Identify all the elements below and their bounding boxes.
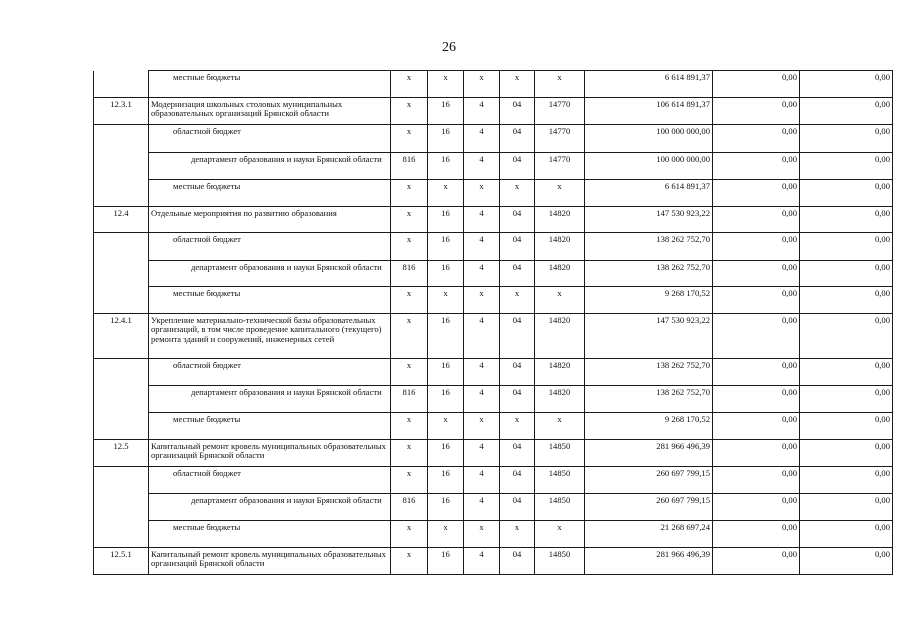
table-row	[94, 359, 893, 386]
pgp-code: 4	[464, 153, 500, 180]
om-code: 04	[500, 261, 535, 287]
pgp-code: х	[464, 521, 500, 548]
grbs-code: х	[391, 359, 428, 386]
amount-year-1: 260 697 799,15	[585, 467, 713, 494]
pgp-code: 4	[464, 98, 500, 125]
table-row	[94, 413, 893, 440]
direction-code: 14820	[535, 207, 585, 233]
om-code: х	[500, 287, 535, 314]
amount-year-3: 0,00	[800, 386, 893, 413]
amount-year-3: 0,00	[800, 413, 893, 440]
pgp-code: 4	[464, 261, 500, 287]
grbs-code: 816	[391, 153, 428, 180]
amount-year-1: 6 614 891,37	[585, 71, 713, 98]
gp-code: 16	[428, 494, 464, 521]
row-name: областной бюджет	[149, 125, 391, 153]
grbs-code: х	[391, 548, 428, 575]
amount-year-3: 0,00	[800, 440, 893, 467]
amount-year-2: 0,00	[713, 287, 800, 314]
table-row	[94, 521, 893, 548]
gp-code: 16	[428, 548, 464, 575]
gp-code: 16	[428, 261, 464, 287]
gp-code: 16	[428, 386, 464, 413]
gp-code: 16	[428, 233, 464, 261]
row-number	[94, 71, 149, 98]
amount-year-3: 0,00	[800, 521, 893, 548]
row-number	[94, 261, 149, 287]
amount-year-3: 0,00	[800, 314, 893, 359]
row-number	[94, 386, 149, 413]
om-code: 04	[500, 153, 535, 180]
direction-code: 14770	[535, 98, 585, 125]
amount-year-3: 0,00	[800, 98, 893, 125]
pgp-code: 4	[464, 548, 500, 575]
gp-code: 16	[428, 125, 464, 153]
amount-year-1: 138 262 752,70	[585, 261, 713, 287]
grbs-code: х	[391, 467, 428, 494]
table-row	[94, 548, 893, 575]
amount-year-1: 9 268 170,52	[585, 287, 713, 314]
table-row	[94, 71, 893, 98]
amount-year-2: 0,00	[713, 467, 800, 494]
grbs-code: х	[391, 521, 428, 548]
amount-year-3: 0,00	[800, 207, 893, 233]
row-number	[94, 153, 149, 180]
amount-year-1: 138 262 752,70	[585, 233, 713, 261]
amount-year-2: 0,00	[713, 98, 800, 125]
grbs-code: х	[391, 207, 428, 233]
table-row	[94, 233, 893, 261]
amount-year-3: 0,00	[800, 494, 893, 521]
om-code: 04	[500, 548, 535, 575]
budget-table	[93, 70, 893, 575]
direction-code: 14850	[535, 467, 585, 494]
om-code: 04	[500, 440, 535, 467]
gp-code: х	[428, 71, 464, 98]
om-code: х	[500, 521, 535, 548]
om-code: 04	[500, 359, 535, 386]
amount-year-2: 0,00	[713, 71, 800, 98]
amount-year-2: 0,00	[713, 180, 800, 207]
row-name: местные бюджеты	[149, 287, 391, 314]
om-code: 04	[500, 207, 535, 233]
row-number	[94, 413, 149, 440]
table-row	[94, 153, 893, 180]
page-number: 26	[442, 40, 456, 55]
amount-year-2: 0,00	[713, 440, 800, 467]
pgp-code: 4	[464, 467, 500, 494]
amount-year-1: 281 966 496,39	[585, 440, 713, 467]
budget-table-body	[94, 71, 893, 575]
pgp-code: х	[464, 71, 500, 98]
gp-code: 16	[428, 98, 464, 125]
amount-year-3: 0,00	[800, 71, 893, 98]
direction-code: 14820	[535, 261, 585, 287]
gp-code: 16	[428, 467, 464, 494]
direction-code: 14850	[535, 494, 585, 521]
amount-year-2: 0,00	[713, 233, 800, 261]
gp-code: х	[428, 287, 464, 314]
amount-year-3: 0,00	[800, 180, 893, 207]
om-code: х	[500, 413, 535, 440]
row-name: департамент образования и науки Брянской области	[149, 494, 391, 521]
row-number: 12.5.1	[94, 548, 149, 575]
direction-code: 14820	[535, 233, 585, 261]
amount-year-3: 0,00	[800, 153, 893, 180]
grbs-code: х	[391, 287, 428, 314]
row-name: местные бюджеты	[149, 71, 391, 98]
row-name: департамент образования и науки Брянской области	[149, 153, 391, 180]
amount-year-1: 147 530 923,22	[585, 314, 713, 359]
gp-code: 16	[428, 359, 464, 386]
om-code: 04	[500, 98, 535, 125]
amount-year-2: 0,00	[713, 359, 800, 386]
grbs-code: 816	[391, 386, 428, 413]
pgp-code: х	[464, 180, 500, 207]
om-code: 04	[500, 125, 535, 153]
amount-year-3: 0,00	[800, 125, 893, 153]
amount-year-2: 0,00	[713, 153, 800, 180]
amount-year-1: 281 966 496,39	[585, 548, 713, 575]
direction-code: х	[535, 71, 585, 98]
amount-year-1: 100 000 000,00	[585, 125, 713, 153]
grbs-code: х	[391, 440, 428, 467]
pgp-code: 4	[464, 125, 500, 153]
row-number: 12.5	[94, 440, 149, 467]
pgp-code: 4	[464, 359, 500, 386]
amount-year-1: 6 614 891,37	[585, 180, 713, 207]
amount-year-2: 0,00	[713, 548, 800, 575]
pgp-code: 4	[464, 314, 500, 359]
grbs-code: х	[391, 98, 428, 125]
row-name: Отдельные мероприятия по развитию образования	[149, 207, 391, 233]
amount-year-1: 100 000 000,00	[585, 153, 713, 180]
gp-code: 16	[428, 153, 464, 180]
amount-year-1: 138 262 752,70	[585, 386, 713, 413]
amount-year-3: 0,00	[800, 467, 893, 494]
amount-year-3: 0,00	[800, 548, 893, 575]
amount-year-3: 0,00	[800, 233, 893, 261]
row-number: 12.4.1	[94, 314, 149, 359]
gp-code: 16	[428, 207, 464, 233]
grbs-code: 816	[391, 261, 428, 287]
amount-year-2: 0,00	[713, 386, 800, 413]
direction-code: 14850	[535, 548, 585, 575]
om-code: х	[500, 180, 535, 207]
direction-code: 14820	[535, 386, 585, 413]
row-name: департамент образования и науки Брянской области	[149, 386, 391, 413]
row-number	[94, 521, 149, 548]
amount-year-3: 0,00	[800, 359, 893, 386]
pgp-code: 4	[464, 386, 500, 413]
om-code: 04	[500, 467, 535, 494]
direction-code: х	[535, 287, 585, 314]
amount-year-2: 0,00	[713, 207, 800, 233]
gp-code: 16	[428, 440, 464, 467]
direction-code: 14770	[535, 125, 585, 153]
row-name: областной бюджет	[149, 233, 391, 261]
grbs-code: 816	[391, 494, 428, 521]
amount-year-2: 0,00	[713, 494, 800, 521]
row-name: местные бюджеты	[149, 521, 391, 548]
table-row	[94, 98, 893, 125]
row-number	[94, 359, 149, 386]
amount-year-3: 0,00	[800, 287, 893, 314]
amount-year-2: 0,00	[713, 125, 800, 153]
om-code: х	[500, 71, 535, 98]
table-row	[94, 180, 893, 207]
amount-year-2: 0,00	[713, 314, 800, 359]
amount-year-3: 0,00	[800, 261, 893, 287]
gp-code: х	[428, 521, 464, 548]
row-number	[94, 287, 149, 314]
amount-year-1: 260 697 799,15	[585, 494, 713, 521]
row-number	[94, 467, 149, 494]
table-row	[94, 207, 893, 233]
grbs-code: х	[391, 314, 428, 359]
row-number	[94, 125, 149, 153]
row-name: областной бюджет	[149, 467, 391, 494]
table-row	[94, 125, 893, 153]
pgp-code: х	[464, 287, 500, 314]
amount-year-1: 106 614 891,37	[585, 98, 713, 125]
grbs-code: х	[391, 413, 428, 440]
om-code: 04	[500, 314, 535, 359]
table-row	[94, 440, 893, 467]
grbs-code: х	[391, 71, 428, 98]
row-number	[94, 180, 149, 207]
table-row	[94, 261, 893, 287]
amount-year-1: 9 268 170,52	[585, 413, 713, 440]
grbs-code: х	[391, 180, 428, 207]
gp-code: 16	[428, 314, 464, 359]
table-row	[94, 494, 893, 521]
amount-year-2: 0,00	[713, 521, 800, 548]
direction-code: 14850	[535, 440, 585, 467]
row-name: областной бюджет	[149, 359, 391, 386]
row-number: 12.3.1	[94, 98, 149, 125]
row-name: местные бюджеты	[149, 180, 391, 207]
direction-code: 14770	[535, 153, 585, 180]
pgp-code: х	[464, 413, 500, 440]
pgp-code: 4	[464, 494, 500, 521]
pgp-code: 4	[464, 207, 500, 233]
row-name: Капитальный ремонт кровель муниципальных образовательных организаций Брянской области	[149, 548, 391, 575]
om-code: 04	[500, 233, 535, 261]
om-code: 04	[500, 386, 535, 413]
direction-code: 14820	[535, 314, 585, 359]
row-name: местные бюджеты	[149, 413, 391, 440]
row-number: 12.4	[94, 207, 149, 233]
gp-code: х	[428, 413, 464, 440]
gp-code: х	[428, 180, 464, 207]
direction-code: 14820	[535, 359, 585, 386]
row-name: Модернизация школьных столовых муниципальных образовательных организаций Брянской области	[149, 98, 391, 125]
om-code: 04	[500, 494, 535, 521]
amount-year-1: 147 530 923,22	[585, 207, 713, 233]
grbs-code: х	[391, 233, 428, 261]
table-row	[94, 287, 893, 314]
row-number	[94, 233, 149, 261]
amount-year-1: 21 268 697,24	[585, 521, 713, 548]
direction-code: х	[535, 521, 585, 548]
direction-code: х	[535, 180, 585, 207]
row-number	[94, 494, 149, 521]
row-name: Капитальный ремонт кровель муниципальных образовательных организаций Брянской области	[149, 440, 391, 467]
table-row	[94, 386, 893, 413]
row-name: департамент образования и науки Брянской области	[149, 261, 391, 287]
row-name: Укрепление материально-технической базы образовательных организаций, в том числе проведение капитального (текущего) ремонта зданий и сооружений, инженерных сетей	[149, 314, 391, 359]
direction-code: х	[535, 413, 585, 440]
pgp-code: 4	[464, 233, 500, 261]
table-row	[94, 467, 893, 494]
amount-year-1: 138 262 752,70	[585, 359, 713, 386]
amount-year-2: 0,00	[713, 413, 800, 440]
grbs-code: х	[391, 125, 428, 153]
amount-year-2: 0,00	[713, 261, 800, 287]
pgp-code: 4	[464, 440, 500, 467]
table-row	[94, 314, 893, 359]
